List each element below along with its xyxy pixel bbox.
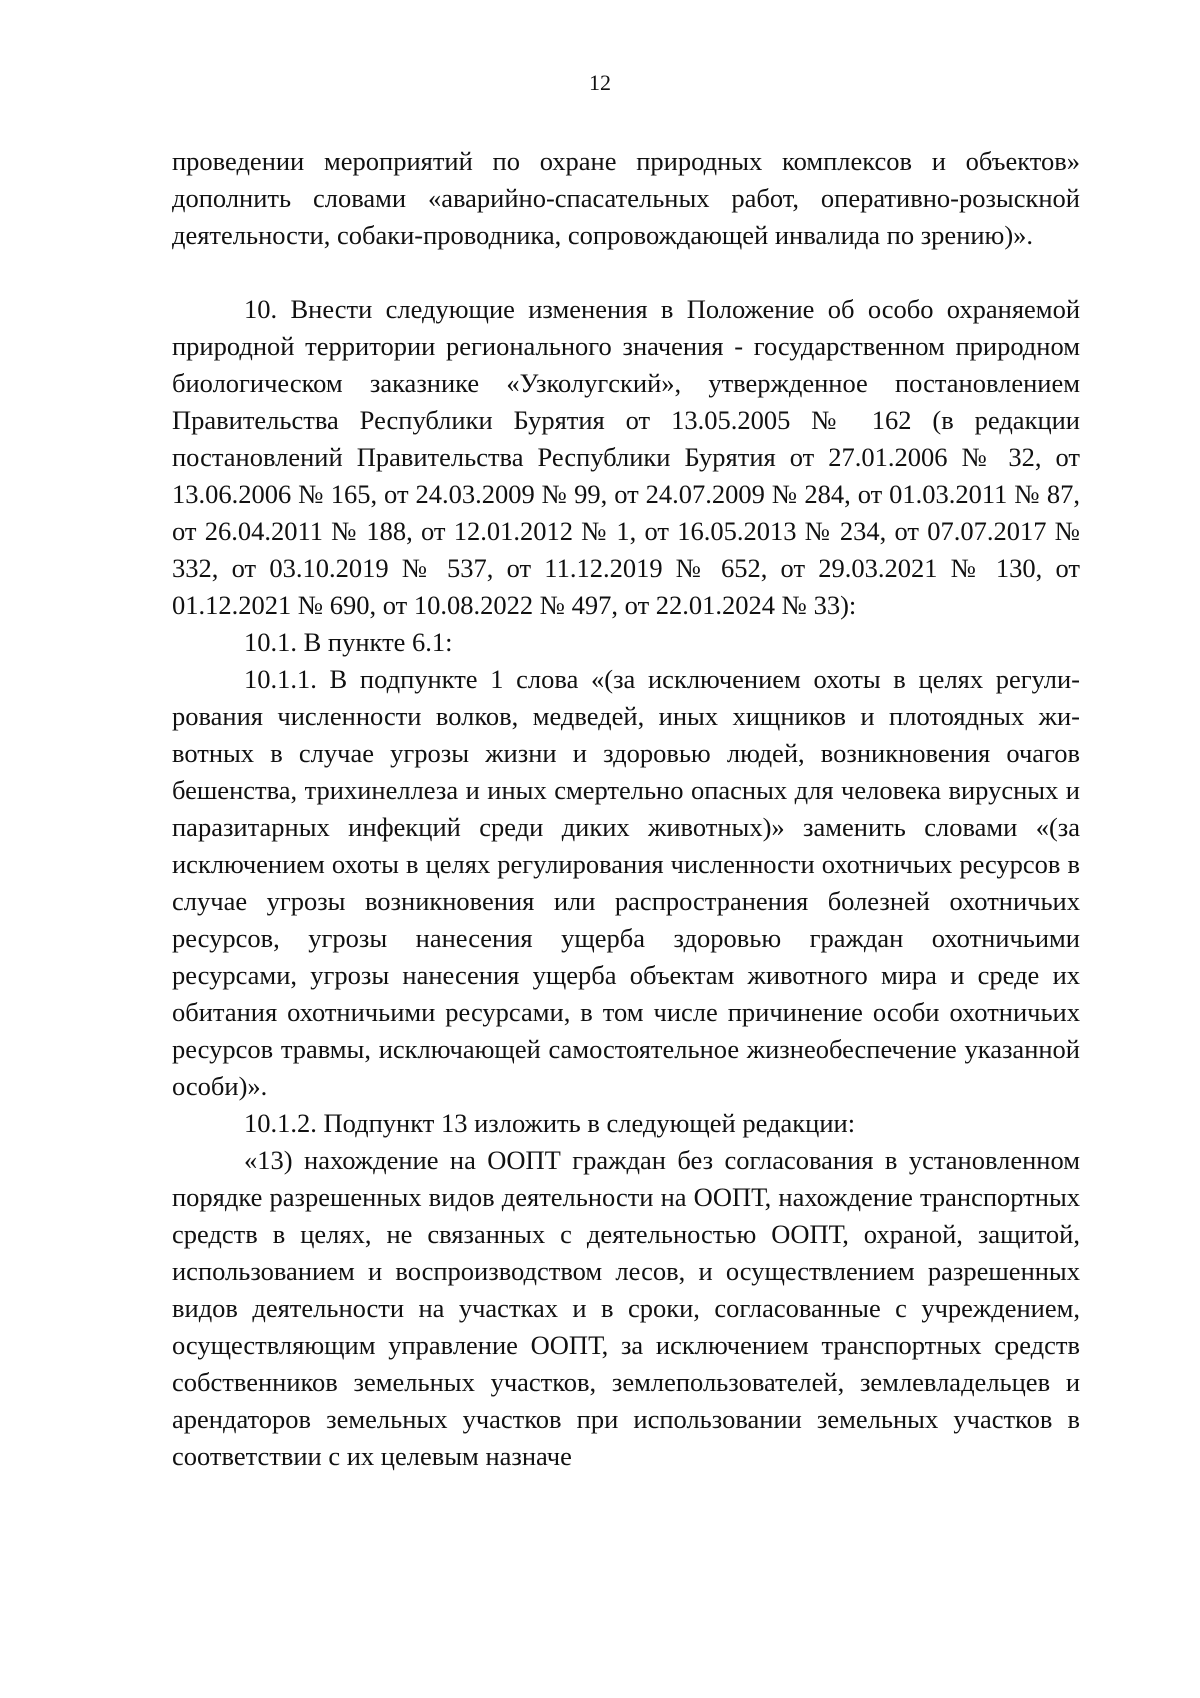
- paragraph-subitem-13: «13) нахождение на ООПТ граждан без согласования в установленном порядке разрешенных видов деятельности на ООПТ, нахождение транспортных средств в целях, не связанных с деятельностью ООПТ, охраной, защитой, использованием и воспроизводством лесов, и осуществлением разрешенных видов деятельности на участках и в сроки, согласованные с учреждением, осуществляющим управление ООПТ, за исключением транспортных средств собственников земельных участков, землепользователей, землевладельцев и арендаторов земельных участков при использовании земельных участков в соответствии с их целевым назначе: [172, 1145, 1080, 1471]
- paragraph-item-10-1: 10.1. В пункте 6.1:: [244, 627, 453, 657]
- paragraph-continuation: проведении мероприятий по охране природных комплексов и объектов» дополнить словами «аварийно-спасательных работ, оперативно-розыскной деятельности, собаки-проводника, сопровождающей инвалида по зрению)».: [172, 146, 1080, 250]
- paragraph-item-10-1-1: 10.1.1. В подпункте 1 слова «(за исключением охоты в целях регулирования численности волков, медведей, иных хищников и плотоядных животных в случае угрозы жизни и здоровью людей, возникновения очагов бешенства, трихинеллеза и иных смертельно опасных для человека вирусных и паразитарных инфекций среди диких животных)» заменить словами «(за исключением охоты в целях регулирования численности охотничьих ресурсов в случае угрозы возникновения или распространения болезней охотничьих ресурсов, угрозы нанесения ущерба здоровью граждан охотничьими ресурсами, угрозы нанесения ущерба объектам животного мира и среде их обитания охотничьими ресурсами, в том числе причинение особи охотничьих ресурсов травмы, исключающей самостоятельное жизнеобеспечение указанной особи)».: [172, 664, 1080, 1101]
- paragraph-item-10-1-2: 10.1.2. Подпункт 13 изложить в следующей редакции:: [244, 1108, 856, 1138]
- page-number: 12: [589, 70, 611, 95]
- paragraph-spacer: [172, 254, 1080, 291]
- paragraph-item-10: 10. Внести следующие изменения в Положение об особо охраняемой природной территории регионального значения - государственном природном биологическом заказнике «Узколугский», утвержденное постановлением Правительства Республики Бурятия от 13.05.2005 № 162 (в редакции постановлений Правительства Республики Бурятия от 27.01.2006 № 32, от 13.06.2006 № 165, от 24.03.2009 № 99, от 24.07.2009 № 284, от 01.03.2011 № 87, от 26.04.2011 № 188, от 12.01.2012 № 1, от 16.05.2013 № 234, от 07.07.2017 № 332, от 03.10.2019 № 537, от 11.12.2019 № 652, от 29.03.2021 № 130, от 01.12.2021 № 690, от 10.08.2022 № 497, от 22.01.2024 № 33):: [172, 294, 1080, 620]
- document-body: [172, 143, 1080, 1475]
